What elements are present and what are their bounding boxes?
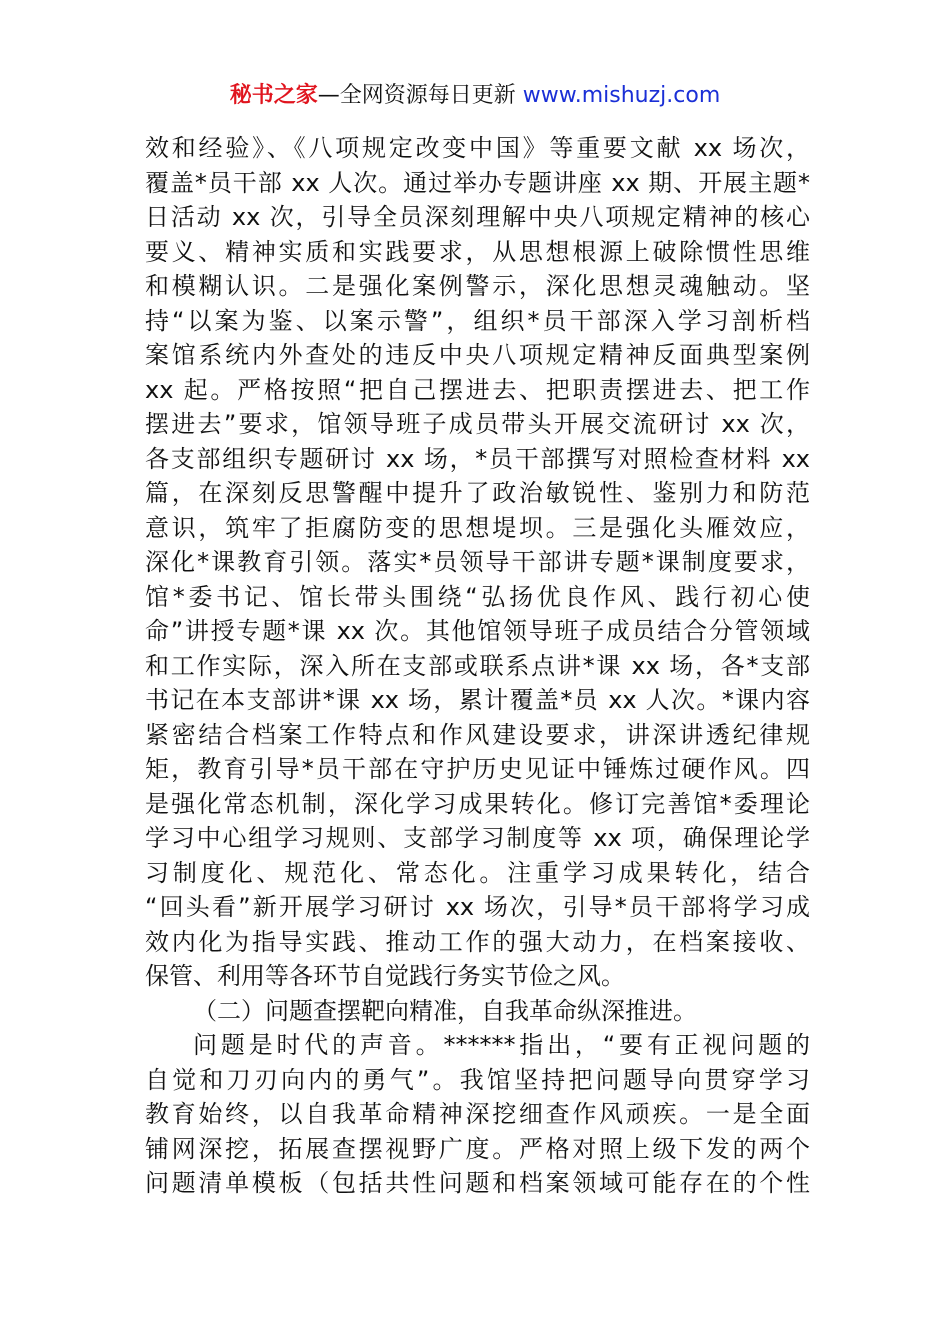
body-line: 教育始终，以自我革命精神深挖细查作风顽疾。一是全面	[145, 1100, 810, 1128]
body-line: 日活动 xx 次，引导全员深刻理解中央八项规定精神的核心	[145, 203, 810, 231]
body-line: 书记在本支部讲*课 xx 场，累计覆盖*员 xx 人次。*课内容	[145, 686, 810, 714]
site-url-link[interactable]: www.mishuzj.com	[522, 83, 721, 108]
body-line: 馆*委书记、馆长带头围绕“弘扬优良作风、践行初心使	[145, 582, 810, 611]
body-line: 命”讲授专题*课 xx 次。其他馆领导班子成员结合分管领域	[145, 617, 810, 645]
body-line: 案馆系统内外查处的违反中央八项规定精神反面典型案例	[145, 341, 810, 369]
body-line: 是强化常态机制，深化学习成果转化。修订完善馆*委理论	[145, 789, 810, 818]
site-header	[0, 80, 950, 112]
body-line: 深化*课教育引领。落实*员领导干部讲专题*课制度要求，	[145, 548, 810, 576]
paragraph-end-line: 保管、利用等各环节自觉践行务实节俭之风。	[145, 962, 625, 990]
body-line: 覆盖*员干部 xx 人次。通过举办专题讲座 xx 期、开展主题*	[145, 168, 810, 197]
document-body	[145, 131, 810, 1201]
body-line: 和模糊认识。二是强化案例警示，深化思想灵魂触动。坚	[145, 272, 810, 300]
body-line: 效和经验》、《八项规定改变中国》等重要文献 xx 场次，	[145, 134, 810, 162]
body-line: 要义、精神实质和实践要求，从思想根源上破除惯性思维	[145, 237, 810, 266]
body-line: xx 起。严格按照“把自己摆进去、把职责摆进去、把工作	[145, 375, 810, 404]
body-line: 和工作实际，深入所在支部或联系点讲*课 xx 场，各*支部	[145, 651, 810, 680]
body-line: 紧密结合档案工作特点和作风建设要求，讲深讲透纪律规	[145, 720, 810, 749]
brand-name: 秘书之家	[229, 83, 318, 108]
section-heading: （二）问题查摆靶向精准，自我革命纵深推进。	[193, 996, 697, 1025]
body-line: 问题清单模板（包括共性问题和档案领域可能存在的个性	[145, 1169, 810, 1197]
body-line: 篇，在深刻反思警醒中提升了政治敏锐性、鉴别力和防范	[145, 479, 810, 507]
body-line: 意识，筑牢了拒腐防变的思想堤坝。三是强化头雁效应，	[145, 513, 810, 542]
body-line: “回头看”新开展学习研讨 xx 场次，引导*员干部将学习成	[145, 893, 810, 921]
body-line: 持“以案为鉴、以案示警”，组织*员干部深入学习剖析档	[145, 306, 810, 335]
body-line: 学习中心组学习规则、支部学习制度等 xx 项，确保理论学	[145, 824, 810, 852]
paragraph-start-line: 问题是时代的声音。******指出，“要有正视问题的	[193, 1031, 810, 1059]
body-line: 效内化为指导实践、推动工作的强大动力，在档案接收、	[145, 927, 810, 956]
body-line: 自觉和刀刃向内的勇气”。我馆坚持把问题导向贯穿学习	[145, 1065, 810, 1094]
body-line: 摆进去”要求，馆领导班子成员带头开展交流研讨 xx 次，	[145, 410, 810, 438]
body-line: 习制度化、规范化、常态化。注重学习成果转化，结合	[145, 858, 810, 887]
body-line: 各支部组织专题研讨 xx 场，*员干部撰写对照检查材料 xx	[145, 444, 810, 473]
body-line: 矩，教育引导*员干部在守护历史见证中锤炼过硬作风。四	[145, 755, 810, 783]
header-tagline: —全网资源每日更新	[317, 83, 523, 108]
body-line: 铺网深挖，拓展查摆视野广度。严格对照上级下发的两个	[145, 1134, 810, 1163]
